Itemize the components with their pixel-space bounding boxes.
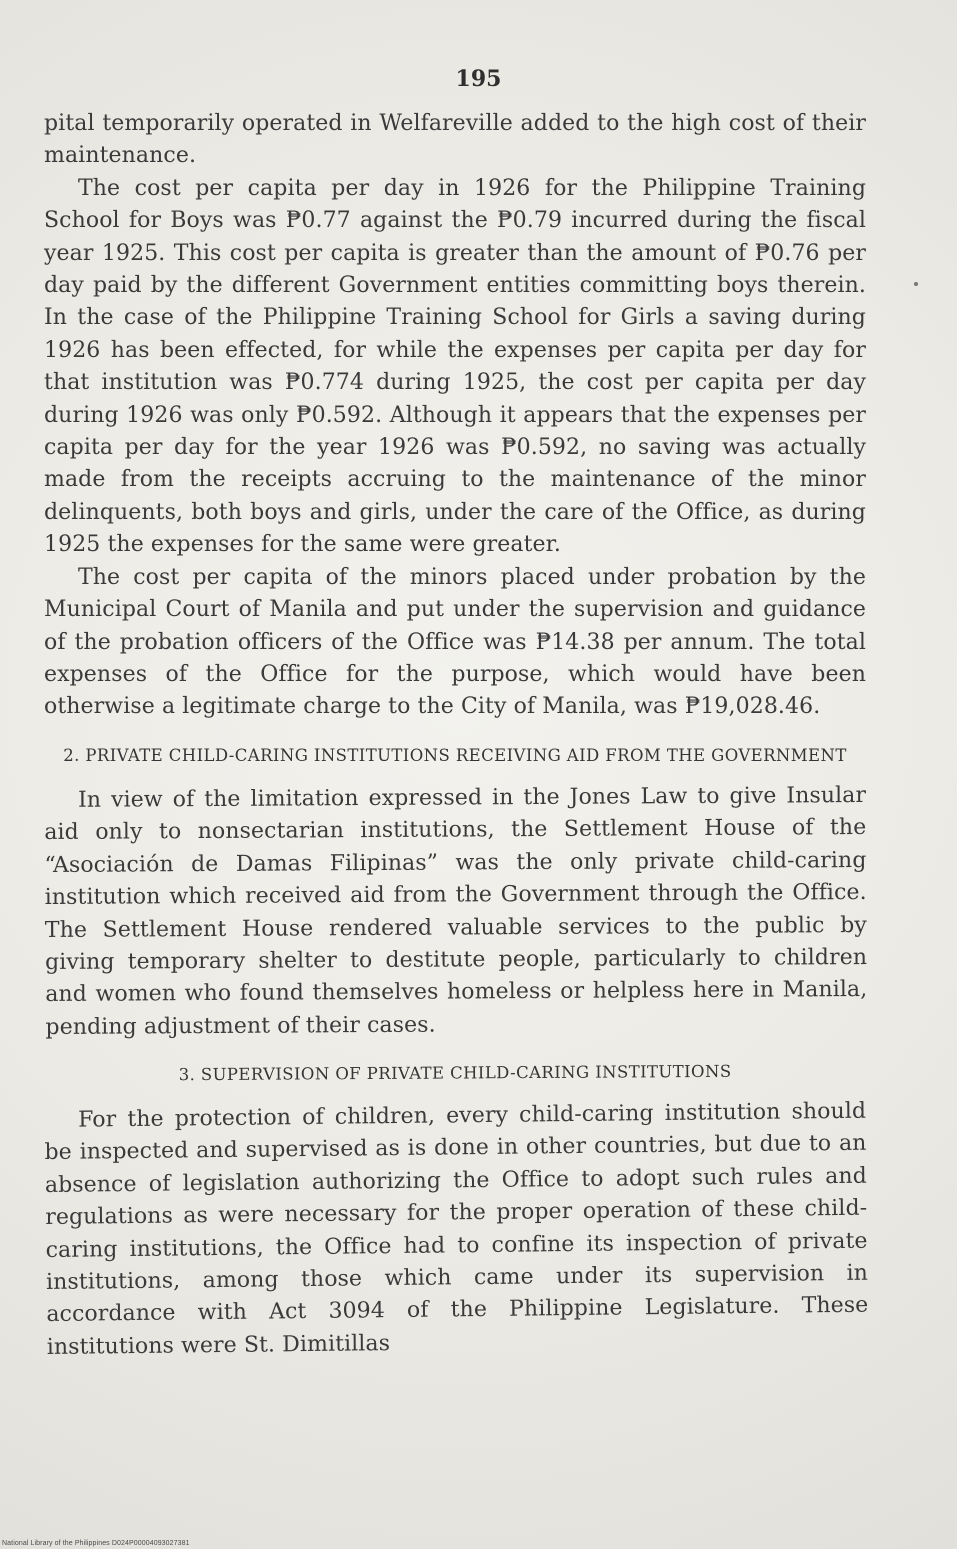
footer-note: National Library of the Philippines D024P00004093027381 [2, 1540, 190, 1547]
paragraph-2: The cost per capita per day in 1926 for the Philippine Training School for Boys was ₱0.77 against the ₱0.79 incurred during the fiscal year 1925. This cost per capita is greater than the amount of ₱0.76 per day paid by the different Government entities committing boys therein. In the case of the Philippine Training School for Girls a saving during 1926 has been effected, for while the expenses per capita per day for that institution was ₱0.774 during 1925, the cost per capita per day during 1926 was only ₱0.592. Although it appears that the expenses per capita per day for the year 1926 was ₱0.592, no saving was actually made from the receipts accruing to the maintenance of the minor delinquents, both boys and girls, under the care of the Office, as during 1925 the expenses for the same were greater. [44, 175, 866, 558]
body-text [44, 108, 869, 1364]
page-number: 195 [455, 66, 502, 92]
section-heading-2-text: 2. PRIVATE CHILD-CARING INSTITUTIONS RECEIVING AID FROM THE GOVERNMENT [63, 745, 847, 765]
paragraph-4: In view of the limitation expressed in the Jones Law to give Insular aid only to nonsectarian institutions, the Settlement House of the “Asociación de Damas Filipinas” was the only private child-caring institution which received aid from the Government through the Office. The Settlement House rendered valuable services to the public by giving temporary shelter to destitute people, particularly to children and women who found themselves homeless or helpless here in Manila, pending adjustment of their cases. [44, 782, 868, 1040]
section-heading-3-text: 3. SUPERVISION OF PRIVATE CHILD-CARING INSTITUTIONS [178, 1061, 732, 1085]
section-heading-2 [44, 742, 866, 769]
section-heading-3 [44, 1057, 866, 1089]
scan-speck [914, 282, 918, 286]
paragraph-3: The cost per capita of the minors placed under probation by the Municipal Court of Manila and put under the supervision and guidance of the probation officers of the Office was ₱14.38 per annum. The total expenses of the Office for the purpose, which would have been otherwise a legitimate charge to the City of Manila, was ₱19,028.46. [44, 564, 866, 720]
paragraph-5: For the protection of children, every child-caring institution should be inspected and supervised as is done in other countries, but due to an absence of legislation authorizing the Office to adopt such rules and regulations as were necessary for the proper operation of these child-caring institutions, the Office had to confine its inspection of private institutions, among those which came under its supervision in accordance with Act 3094 of the Philippine Legislature. These institutions were St. Dimitillas [44, 1098, 869, 1360]
paragraph-1: pital temporarily operated in Welfareville added to the high cost of their maintenance. [44, 111, 866, 169]
